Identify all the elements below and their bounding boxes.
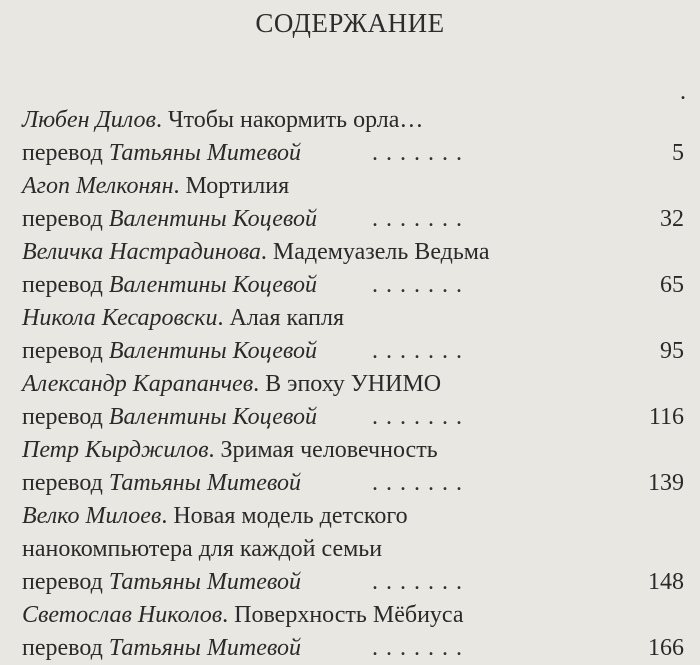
toc-work-title: Новая модель детского (173, 503, 408, 529)
toc-entry-title-line (22, 434, 684, 467)
toc-translator: Татьяны Митевой (108, 635, 301, 661)
toc-page-number: 5 (672, 140, 684, 166)
toc-entry-title-line (22, 104, 684, 137)
toc-translation-prefix: перевод (22, 206, 103, 232)
toc-work-title: В эпоху УНИМО (265, 371, 442, 397)
toc-translator: Татьяны Митевой (108, 140, 301, 166)
toc-dot-leader: ....... (372, 470, 470, 496)
toc-dot-leader: ....... (372, 569, 470, 595)
toc-page-number: 95 (660, 338, 684, 364)
toc-page-number: 32 (660, 206, 684, 232)
toc-separator: . (155, 107, 168, 133)
toc-entry-title-line (22, 500, 684, 533)
toc-entry-translation-line (22, 335, 684, 368)
toc-author: Любен Дилов (22, 107, 156, 133)
toc-translation-prefix: перевод (22, 569, 103, 595)
toc-author: Светослав Николов (22, 602, 223, 628)
toc-separator: . (173, 173, 186, 199)
toc-author: Александр Карапанчев (22, 371, 254, 397)
toc-separator: . (161, 503, 174, 529)
toc-entry-translation-line (22, 467, 684, 500)
page-title: СОДЕРЖАНИЕ (255, 8, 445, 38)
toc-entry-translation-line (22, 203, 684, 236)
toc-work-title: Мадемуазель Ведьма (272, 239, 490, 265)
toc-work-title: Поверхность Мёбиуса (234, 602, 464, 628)
toc-translation-prefix: перевод (22, 140, 103, 166)
toc-translator: Валентины Коцевой (108, 338, 317, 364)
toc-dot-leader: ....... (372, 404, 470, 430)
toc-entry-translation-line (22, 269, 684, 302)
toc-entry-translation-line (22, 401, 684, 434)
toc-translation-prefix: перевод (22, 338, 103, 364)
toc-work-title: Чтобы накормить орла… (167, 107, 424, 133)
toc-entry-translation-line (22, 566, 684, 599)
toc-page-number: 148 (648, 569, 684, 595)
toc-author: Петр Кырджилов (22, 437, 209, 463)
toc-dot-leader: ....... (372, 338, 470, 364)
toc-page-number: 65 (660, 272, 684, 298)
toc-work-title: Мортилия (185, 173, 290, 199)
toc-separator: . (222, 602, 235, 628)
toc-page-number: 166 (648, 635, 684, 661)
toc-author: Велко Милоев (22, 503, 162, 529)
toc-separator: . (260, 239, 273, 265)
toc-entry-title-line (22, 368, 684, 401)
toc-dot-leader: ....... (372, 140, 470, 166)
toc-translator: Валентины Коцевой (108, 206, 317, 232)
toc-separator: . (253, 371, 266, 397)
toc-work-title: Алая капля (229, 305, 344, 331)
toc-entry-title-line (22, 599, 684, 632)
toc-entry-title-line (22, 236, 684, 269)
toc-author: Никола Кесаровски (22, 305, 218, 331)
toc-entry-title-line (22, 170, 684, 203)
toc-translation-prefix: перевод (22, 470, 103, 496)
toc-translation-prefix: перевод (22, 635, 103, 661)
toc-entry-translation-line (22, 632, 684, 665)
toc-page-number: 116 (648, 404, 684, 430)
toc-dot-leader: ....... (372, 635, 470, 661)
table-of-contents (22, 104, 684, 665)
toc-author: Величка Настрадинова (22, 239, 261, 265)
toc-entry-title-line (22, 302, 684, 335)
toc-translator: Татьяны Митевой (108, 470, 301, 496)
toc-separator: . (217, 305, 230, 331)
toc-translator: Татьяны Митевой (108, 569, 301, 595)
toc-separator: . (208, 437, 221, 463)
toc-dot-leader: ....... (372, 272, 470, 298)
toc-page-number: 139 (648, 470, 684, 496)
toc-author: Агоп Мелконян (22, 173, 174, 199)
toc-dot-leader: ....... (372, 206, 470, 232)
toc-entry-translation-line (22, 137, 684, 170)
toc-work-title-continuation: нанокомпьютера для каждой семьи (22, 536, 383, 562)
toc-translator: Валентины Коцевой (108, 272, 317, 298)
toc-translator: Валентины Коцевой (108, 404, 317, 430)
toc-work-title: Зримая человечность (220, 437, 438, 463)
toc-translation-prefix: перевод (22, 272, 103, 298)
decorative-dot: . (680, 79, 686, 105)
toc-translation-prefix: перевод (22, 404, 103, 430)
